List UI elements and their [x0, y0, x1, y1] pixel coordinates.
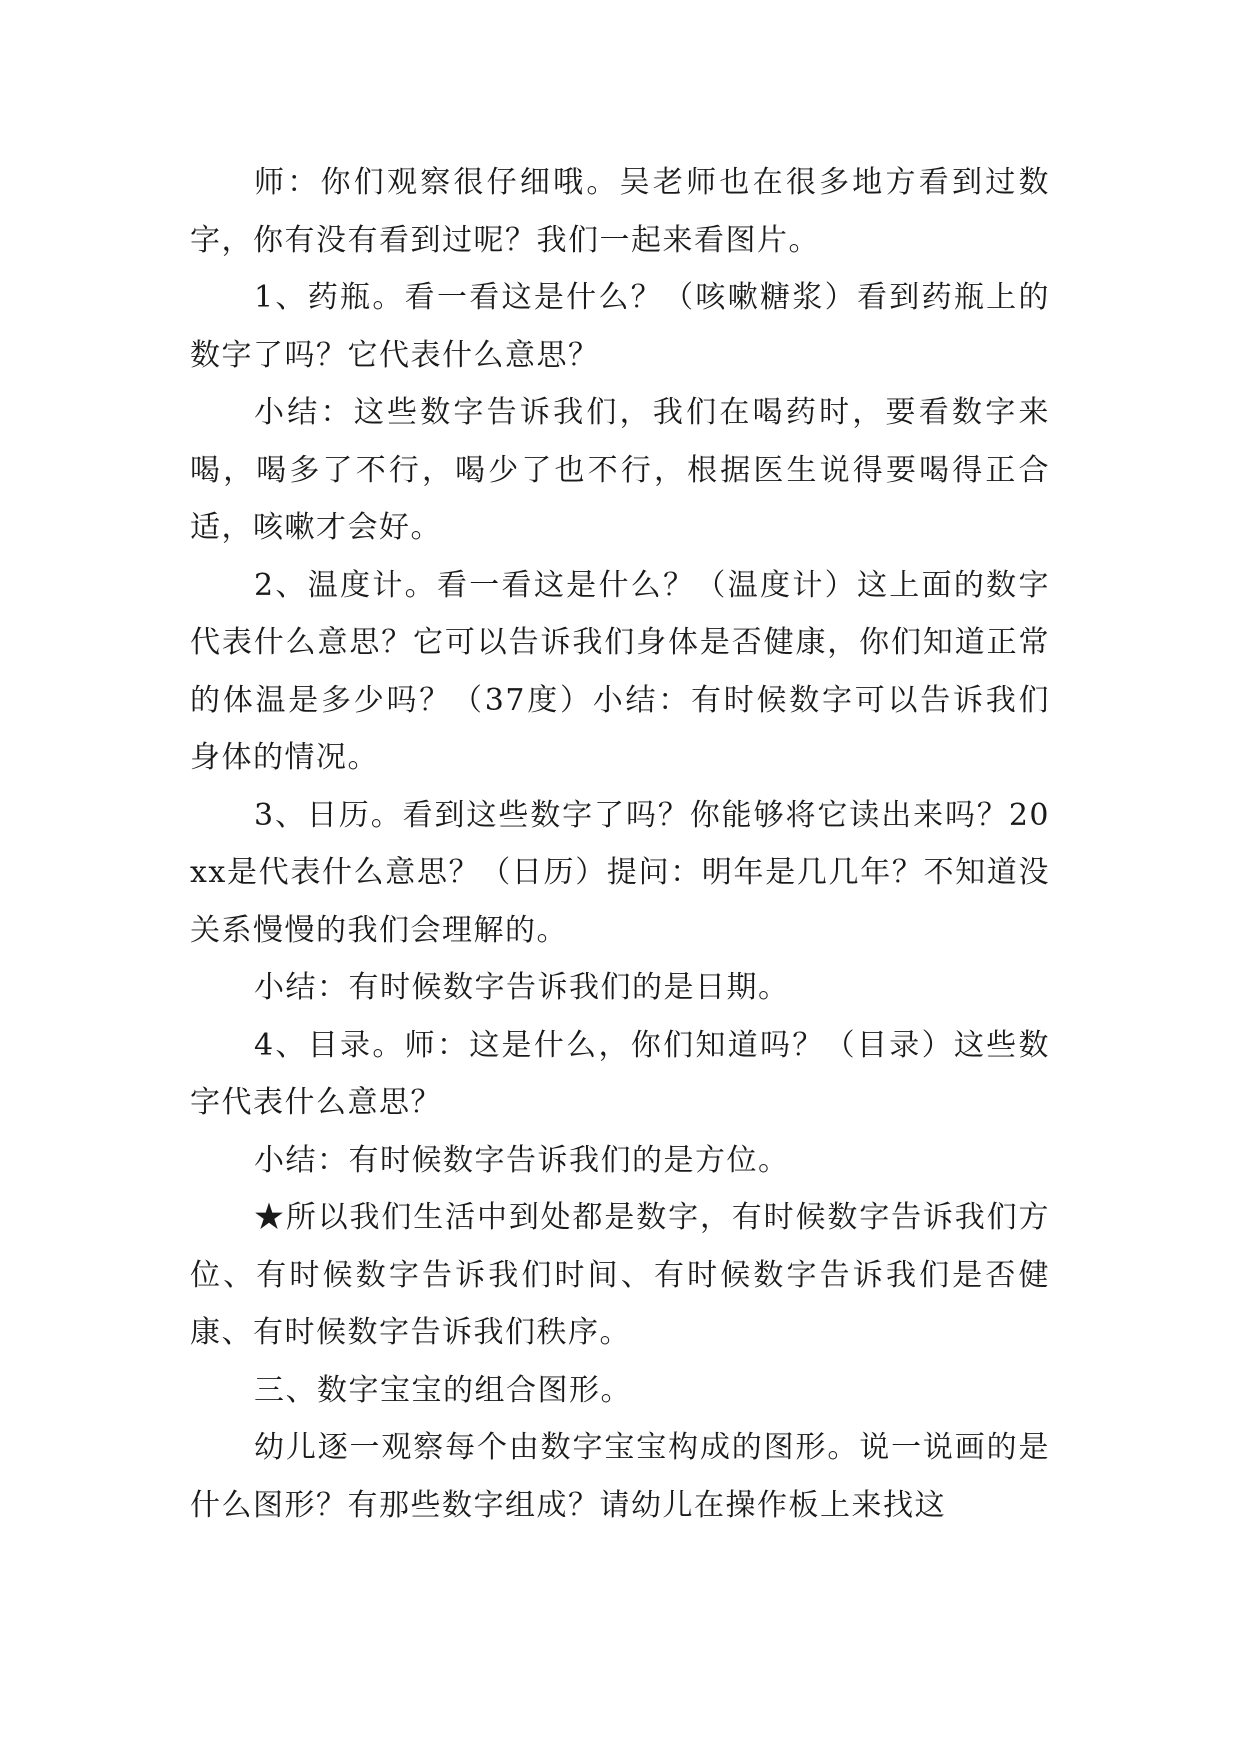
- paragraph: 1、药瓶。看一看这是什么？（咳嗽糖浆）看到药瓶上的数字了吗？它代表什么意思？: [190, 280, 1050, 373]
- document-body: [190, 154, 1050, 1534]
- paragraph: 3、日历。看到这些数字了吗？你能够将它读出来吗？20xx是代表什么意思？（日历）提问：明年是几几年？不知道没关系慢慢的我们会理解的。: [190, 797, 1050, 948]
- paragraph: 小结：有时候数字告诉我们的是方位。: [254, 1142, 790, 1178]
- paragraph: 师：你们观察很仔细哦。吴老师也在很多地方看到过数字，你有没有看到过呢？我们一起来看图片。: [190, 165, 1050, 258]
- paragraph: 小结：这些数字告诉我们，我们在喝药时，要看数字来喝，喝多了不行，喝少了也不行，根据医生说得要喝得正合适，咳嗽才会好。: [190, 395, 1050, 545]
- paragraph: ★所以我们生活中到处都是数字，有时候数字告诉我们方位、有时候数字告诉我们时间、有时候数字告诉我们是否健康、有时候数字告诉我们秩序。: [190, 1200, 1050, 1350]
- paragraph: 4、目录。师：这是什么，你们知道吗？（目录）这些数字代表什么意思？: [190, 1027, 1050, 1120]
- section-heading: 三、数字宝宝的组合图形。: [254, 1372, 632, 1408]
- paragraph: 幼儿逐一观察每个由数字宝宝构成的图形。说一说画的是什么图形？有那些数字组成？请幼儿在操作板上来找这: [190, 1430, 1050, 1523]
- paragraph: 2、温度计。看一看这是什么？（温度计）这上面的数字代表什么意思？它可以告诉我们身体是否健康，你们知道正常的体温是多少吗？（37度）小结：有时候数字可以告诉我们身体的情况。: [190, 567, 1050, 775]
- paragraph: 小结：有时候数字告诉我们的是日期。: [254, 970, 790, 1005]
